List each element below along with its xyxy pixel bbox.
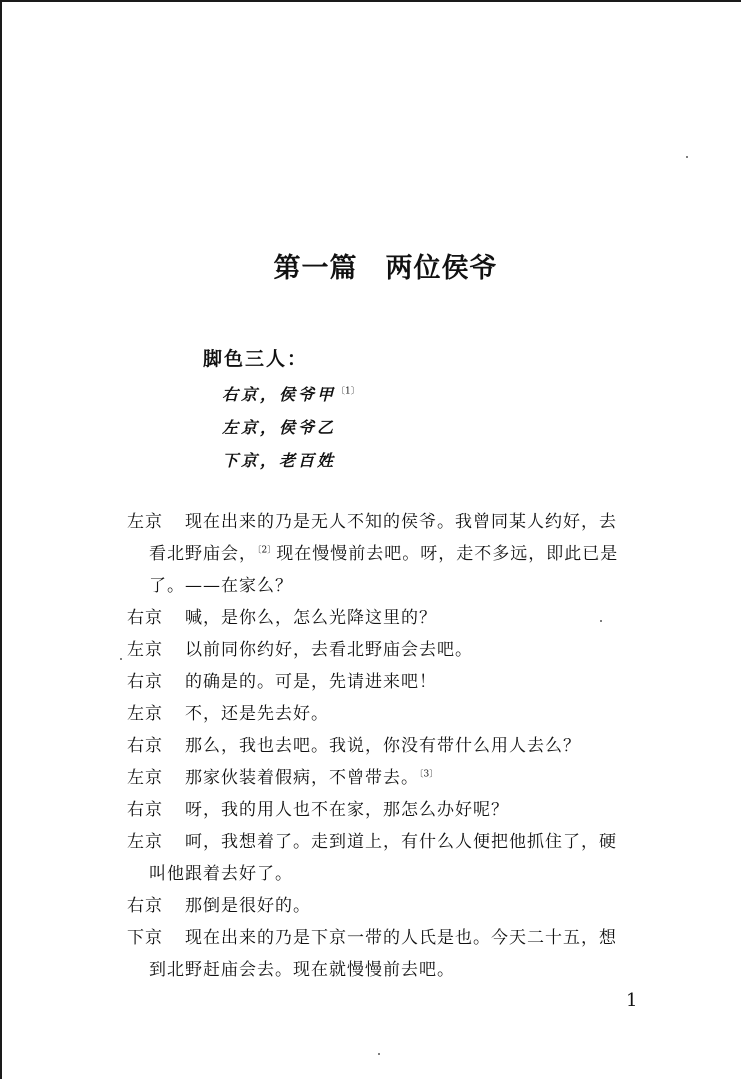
dialogue-text: 喊，是你么，怎么光降这里的？ <box>185 608 437 628</box>
dialogue-text: 现在出来的乃是下京一带的人氏是也。今天二十五，想 <box>185 928 617 948</box>
dialogue-text: 现在慢慢前去吧。呀，走不多远，即此已是 <box>276 544 619 564</box>
dialogue-text: 叫他跟着去好了。 <box>149 864 293 884</box>
speaker-name: 左京 <box>127 704 163 724</box>
page-border-top <box>0 0 741 2</box>
dialogue-line <box>127 666 667 698</box>
dialogue-line <box>127 634 667 666</box>
cast-item-text: 右京，侯爷甲 <box>222 385 337 404</box>
speaker-name: 右京 <box>127 672 163 692</box>
dialogue-text: 那么，我也去吧。我说，你没有带什么用人去么？ <box>185 736 581 756</box>
cast-heading: 脚色三人： <box>203 348 309 370</box>
cast-item <box>222 411 360 444</box>
speaker-name: 左京 <box>127 768 163 788</box>
dialogue-text: 不，还是先去好。 <box>185 704 329 724</box>
dialogue-line <box>127 922 667 954</box>
dialogue-text: 呀，我的用人也不在家，那怎么办好呢？ <box>185 800 509 820</box>
dialogue-text: 看北野庙会， <box>149 544 257 564</box>
dialogue-line <box>127 762 667 794</box>
dialogue-block <box>127 506 667 986</box>
speaker-name: 左京 <box>127 512 163 532</box>
dialogue-continuation <box>127 538 667 570</box>
cast-item-text: 下京，老百姓 <box>222 451 337 470</box>
scan-speck <box>686 156 688 158</box>
scan-speck <box>600 620 602 622</box>
dialogue-line <box>127 730 667 762</box>
dialogue-line <box>127 698 667 730</box>
footnote-marker: 〔1〕 <box>336 386 360 397</box>
dialogue-line <box>127 506 667 538</box>
dialogue-continuation <box>127 954 667 986</box>
page-number: 1 <box>626 990 638 1011</box>
speaker-name: 右京 <box>127 608 163 628</box>
dialogue-text: 现在出来的乃是无人不知的侯爷。我曾同某人约好，去 <box>185 512 617 532</box>
speaker-name: 左京 <box>127 640 163 660</box>
cast-item <box>222 378 360 411</box>
dialogue-line <box>127 826 667 858</box>
dialogue-line <box>127 794 667 826</box>
speaker-name: 右京 <box>127 896 163 916</box>
chapter-title: 第一篇 两位侯爷 <box>273 253 498 284</box>
dialogue-text: 了。——在家么？ <box>149 576 293 596</box>
speaker-name: 左京 <box>127 832 163 852</box>
dialogue-text: 那倒是很好的。 <box>185 896 311 916</box>
cast-item-text: 左京，侯爷乙 <box>222 418 337 437</box>
dialogue-continuation <box>127 858 667 890</box>
dialogue-text: 的确是的。可是，先请进来吧！ <box>185 672 437 692</box>
footnote-marker: 〔3〕 <box>419 769 439 780</box>
speaker-name: 下京 <box>127 928 163 948</box>
speaker-name: 右京 <box>127 800 163 820</box>
cast-list <box>222 378 360 477</box>
dialogue-line <box>127 602 667 634</box>
dialogue-text: 那家伙装着假病，不曾带去。 <box>185 768 419 788</box>
cast-item <box>222 444 360 477</box>
dialogue-continuation <box>127 570 667 602</box>
dialogue-text: 到北野赶庙会去。现在就慢慢前去吧。 <box>149 960 455 980</box>
scan-speck <box>378 1053 380 1055</box>
dialogue-line <box>127 890 667 922</box>
speaker-name: 右京 <box>127 736 163 756</box>
page-border-left <box>0 0 2 1079</box>
footnote-marker: 〔2〕 <box>257 545 277 556</box>
dialogue-text: 呵，我想着了。走到道上，有什么人便把他抓住了，硬 <box>185 832 617 852</box>
scan-speck <box>120 658 122 660</box>
dialogue-text: 以前同你约好，去看北野庙会去吧。 <box>185 640 473 660</box>
